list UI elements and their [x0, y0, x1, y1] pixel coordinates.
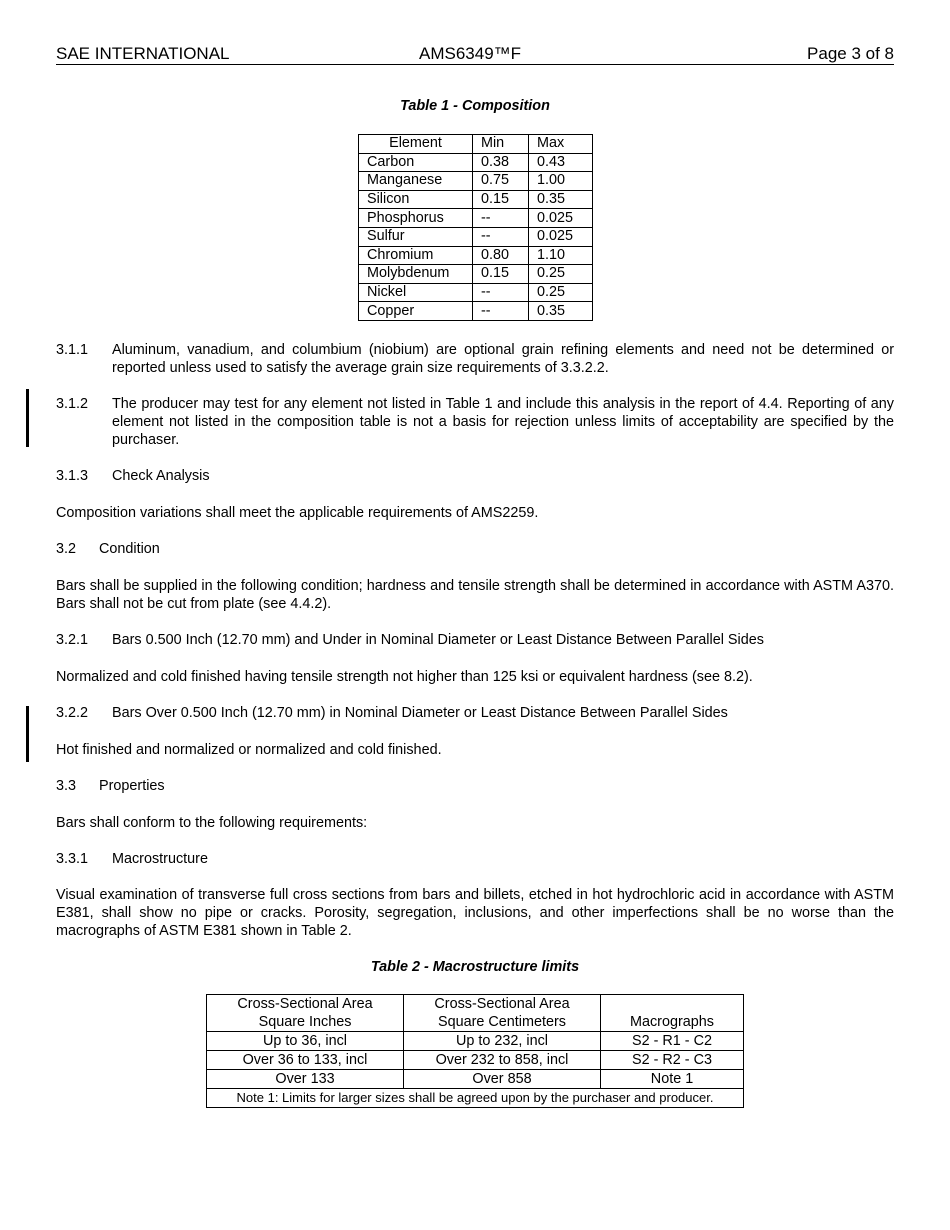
- table-cell: 0.35: [529, 190, 593, 209]
- revision-change-bar: [26, 389, 29, 447]
- header-org: SAE INTERNATIONAL: [56, 44, 230, 63]
- table-cell: --: [473, 227, 529, 246]
- section-number-3-1-2: 3.1.2: [56, 396, 89, 412]
- column-header: Element: [359, 135, 473, 154]
- table-cell: Note 1: [601, 1070, 744, 1089]
- table-cell: 0.80: [473, 246, 529, 265]
- section-3-3-heading: Properties: [99, 778, 165, 794]
- column-header: Min: [473, 135, 529, 154]
- table-cell: Over 133: [207, 1070, 404, 1089]
- table2-title: Table 2 - Macrostructure limits: [370, 959, 580, 975]
- section-3-1-1-text: Aluminum, vanadium, and columbium (niobium) are optional grain refining elements and need not be determined or reported unless used to satisfy the average grain size requirements of 3.3.2.2.: [112, 342, 894, 376]
- table-cell: Nickel: [359, 283, 473, 302]
- table-note-row: [207, 1089, 744, 1108]
- section-3-3-1-heading: Macrostructure: [112, 851, 208, 867]
- table-row: [359, 172, 593, 191]
- table-cell: 0.025: [529, 209, 593, 228]
- section-3-1-3-heading: Check Analysis: [112, 468, 210, 484]
- table-row: [359, 227, 593, 246]
- table-cell: S2 - R1 - C2: [601, 1032, 744, 1051]
- column-header: [207, 995, 404, 1032]
- table-row: [359, 190, 593, 209]
- section-number-3-2: 3.2: [56, 541, 77, 557]
- table-cell: 0.025: [529, 227, 593, 246]
- table-row: [359, 302, 593, 321]
- table-cell: Molybdenum: [359, 265, 473, 284]
- table-cell: 0.25: [529, 283, 593, 302]
- section-3-1-3-text: Composition variations shall meet the applicable requirements of AMS2259.: [56, 505, 539, 521]
- section-number-3-2-1: 3.2.1: [56, 632, 89, 648]
- header-page-number: Page 3 of 8: [807, 44, 894, 63]
- table-cell: 1.00: [529, 172, 593, 191]
- table1-title: Table 1 - Composition: [400, 98, 550, 114]
- table-cell: Up to 36, incl: [207, 1032, 404, 1051]
- section-number-3-1-1: 3.1.1: [56, 342, 89, 358]
- column-header: Max: [529, 135, 593, 154]
- table-cell: Manganese: [359, 172, 473, 191]
- table-row: [207, 1032, 744, 1051]
- revision-change-bar: [26, 706, 29, 762]
- table-cell: Over 232 to 858, incl: [404, 1051, 601, 1070]
- table-header-row: [359, 135, 593, 154]
- column-header-line: Square Inches: [258, 1014, 352, 1030]
- section-number-3-1-3: 3.1.3: [56, 468, 89, 484]
- table-cell: Chromium: [359, 246, 473, 265]
- section-3-2-2-text: Hot finished and normalized or normalized and cold finished.: [56, 742, 442, 758]
- section-3-3-1-text: Visual examination of transverse full cross sections from bars and billets, etched in hot hydrochloric acid in accordance with ASTM E381, shall show no pipe or cracks. Porosity, segregation, inclusions, and other imperfections shall be no worse than the macrographs of ASTM E381 shown in Table 2.: [56, 887, 894, 939]
- section-number-3-3: 3.3: [56, 778, 77, 794]
- column-header-line: Square Centimeters: [438, 1014, 566, 1030]
- section-number-3-3-1: 3.3.1: [56, 851, 89, 867]
- header-doc-number: AMS6349™F: [419, 44, 522, 63]
- table-cell: Over 858: [404, 1070, 601, 1089]
- section-3-2-text: Bars shall be supplied in the following condition; hardness and tensile strength shall be determined in accordance with ASTM A370. Bars shall not be cut from plate (see 4.4.2).: [56, 578, 894, 612]
- table-cell: S2 - R2 - C3: [601, 1051, 744, 1070]
- table-row: [207, 1051, 744, 1070]
- table-cell: 0.25: [529, 265, 593, 284]
- section-3-2-1-text: Normalized and cold finished having tensile strength not higher than 125 ksi or equivalent hardness (see 8.2).: [56, 669, 753, 685]
- section-3-3-text: Bars shall conform to the following requirements:: [56, 815, 368, 831]
- table-cell: Phosphorus: [359, 209, 473, 228]
- page-header: [56, 44, 894, 65]
- table-cell: --: [473, 302, 529, 321]
- table-row: [359, 246, 593, 265]
- column-header: [404, 995, 601, 1032]
- column-header-line: Cross-Sectional Area: [434, 996, 570, 1012]
- section-3-2-1-heading: Bars 0.500 Inch (12.70 mm) and Under in Nominal Diameter or Least Distance Between Parallel Sides: [112, 632, 764, 648]
- table-cell: --: [473, 283, 529, 302]
- column-header-line: Cross-Sectional Area: [237, 996, 373, 1012]
- table-header-row: [207, 995, 744, 1032]
- composition-table: [358, 134, 593, 321]
- table-cell: --: [473, 209, 529, 228]
- table-cell: 0.35: [529, 302, 593, 321]
- table-cell: Copper: [359, 302, 473, 321]
- table-cell: Silicon: [359, 190, 473, 209]
- table-cell: Up to 232, incl: [404, 1032, 601, 1051]
- table-cell: 1.10: [529, 246, 593, 265]
- section-3-2-2-heading: Bars Over 0.500 Inch (12.70 mm) in Nominal Diameter or Least Distance Between Parallel Sides: [112, 705, 728, 721]
- table-note: Note 1: Limits for larger sizes shall be agreed upon by the purchaser and producer.: [207, 1089, 744, 1108]
- table-cell: Over 36 to 133, incl: [207, 1051, 404, 1070]
- table-cell: Sulfur: [359, 227, 473, 246]
- table-cell: 0.38: [473, 153, 529, 172]
- table-cell: Carbon: [359, 153, 473, 172]
- table-cell: 0.15: [473, 190, 529, 209]
- macrostructure-table: [206, 994, 744, 1108]
- table-row: [359, 153, 593, 172]
- table-cell: 0.75: [473, 172, 529, 191]
- section-3-2-heading: Condition: [99, 541, 160, 557]
- table-cell: 0.43: [529, 153, 593, 172]
- table-row: [207, 1070, 744, 1089]
- table-row: [359, 283, 593, 302]
- column-header: Macrographs: [601, 995, 744, 1032]
- section-3-1-2-text: The producer may test for any element not listed in Table 1 and include this analysis in the report of 4.4. Reporting of any element not listed in the composition table is not a basis for rejection unless limits of acceptability are specified by the purchaser.: [112, 396, 894, 448]
- section-number-3-2-2: 3.2.2: [56, 705, 89, 721]
- table-row: [359, 265, 593, 284]
- table-cell: 0.15: [473, 265, 529, 284]
- table-row: [359, 209, 593, 228]
